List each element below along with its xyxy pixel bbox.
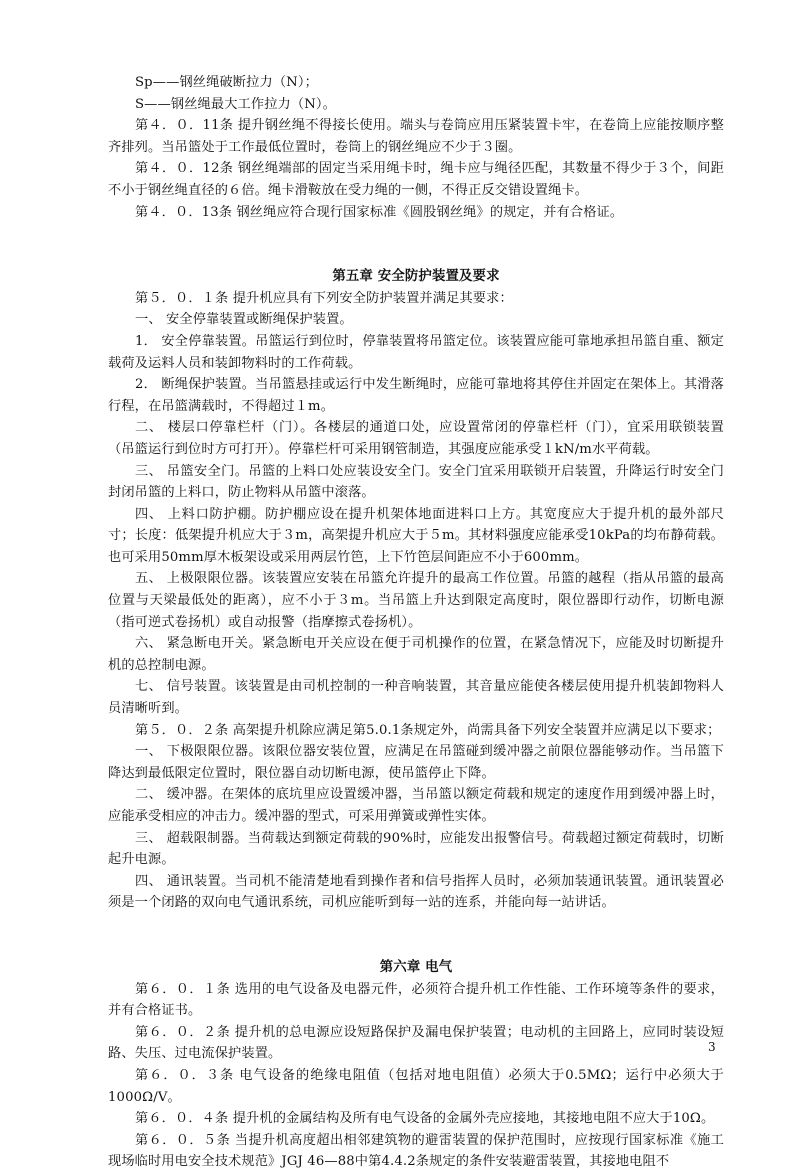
paragraph: S——钢丝绳最大工作拉力（N）。	[135, 96, 336, 112]
paragraph: 2． 断绳保护装置。当吊篮悬挂或运行中发生断绳时，应能可靠地将其停住并固定在架体上。其滑落行程，在吊篮满载时，不得超过１m。	[108, 377, 724, 414]
chapter-5-body	[108, 288, 724, 914]
section-4-tail	[108, 72, 724, 223]
paragraph: 第４．０．11条 提升钢丝绳不得接长使用。端头与卷筒应用压紧装置卡牢，在卷筒上应能按顺序整齐排列。当吊篮处于工作最低位置时，卷筒上的钢丝绳应不少于３圈。	[108, 118, 724, 155]
paragraph: 第４．０．12条 钢丝绳端部的固定当采用绳卡时，绳卡应与绳径匹配，其数量不得少于３个，间距不小于钢丝绳直径的６倍。绳卡滑鞍放在受力绳的一侧，不得正反交错设置绳卡。	[108, 161, 724, 198]
paragraph: 第６．０．１条 选用的电气设备及电器元件，必须符合提升机工作性能、工作环境等条件的要求，并有合格证书。	[108, 981, 724, 1019]
paragraph: 二、 缓冲器。在架体的底坑里应设置缓冲器，当吊篮以额定荷载和规定的速度作用到缓冲器上时，应能承受相应的冲击力。缓冲器的型式，可采用弹簧或弹性实体。	[108, 787, 724, 824]
paragraph: 一、 安全停靠装置或断绳保护装置。	[135, 312, 353, 328]
chapter-6-title: 第六章 电气	[379, 959, 453, 975]
spacer	[108, 914, 724, 957]
paragraph: 1． 安全停靠装置。吊篮运行到位时，停靠装置将吊篮定位。该装置应能可靠地承担吊篮自重、额定载荷及运料人员和装卸物料时的工作荷载。	[108, 333, 724, 371]
paragraph: 四、 上料口防护棚。防护棚应设在提升机架体地面进料口上方。其宽度应大于提升机的最外部尺寸；长度：低架提升机应大于３m，高架提升机应大于５m。其材料强度应能承受10kPa的均布静荷载。也可采用50mm厚木板架设或采用两层竹笆，上下竹笆层间距应不小于600mm。	[108, 506, 724, 565]
paragraph: 第５．０．２条 高架提升机除应满足第5.0.1条规定外，尚需具备下列安全装置并应满足以下要求；	[135, 722, 721, 738]
paragraph: 第５．０．１条 提升机应具有下列安全防护装置并满足其要求：	[135, 290, 513, 306]
paragraph: 第６．０．３条 电气设备的绝缘电阻值（包括对地电阻值）必须大于0.5MΩ；运行中必须大于1000Ω/V。	[108, 1067, 724, 1105]
paragraph: 一、 下极限限位器。该限位器安装位置，应满足在吊篮碰到缓冲器之前限位器能够动作。当吊篮下降达到最低限定位置时，限位器自动切断电源，使吊篮停止下降。	[108, 744, 724, 781]
paragraph: 第６．０．４条 提升机的金属结构及所有电气设备的金属外壳应接地，其接地电阻不应大于10Ω。	[135, 1111, 715, 1127]
chapter-6-body	[108, 979, 724, 1173]
paragraph: 七、 信号装置。该装置是由司机控制的一种音响装置，其音量应能使各楼层使用提升机装卸物料人员清晰听到。	[108, 679, 724, 717]
document-page	[108, 72, 724, 1173]
paragraph: 第６．０．２条 提升机的总电源应设短路保护及漏电保护装置；电动机的主回路上，应同时装设短路、失压、过电流保护装置。	[108, 1024, 724, 1062]
paragraph: 三、 吊篮安全门。吊篮的上料口处应装设安全门。安全门宜采用联锁开启装置，升降运行时安全门封闭吊篮的上料口，防止物料从吊篮中滚落。	[108, 463, 724, 501]
paragraph: 第６．０．５条 当提升机高度超出相邻建筑物的避雷装置的保护范围时，应按现行国家标准《施工现场临时用电安全技术规范》JGJ 46—88中第4.4.2条规定的条件安装避雷装置，其接地电阻不	[108, 1132, 724, 1170]
paragraph: 第４．０．13条 钢丝绳应符合现行国家标准《圆股钢丝绳》的规定，并有合格证。	[135, 204, 624, 220]
paragraph: Sp——钢丝绳破断拉力（N）；	[135, 75, 318, 90]
chapter-5-title: 第五章 安全防护装置及要求	[332, 269, 500, 285]
paragraph: 五、 上极限限位器。该装置应安装在吊篮允许提升的最高工作位置。吊篮的越程（指从吊篮的最高位置与天梁最低处的距离），应不小于３m。当吊篮上升达到限定高度时，限位器即行动作，切断电源（指可逆式卷扬机）或自动报警（指摩擦式卷扬机）。	[108, 571, 724, 630]
paragraph: 二、 楼层口停靠栏杆（门）。各楼层的通道口处，应设置常闭的停靠栏杆（门），宜采用联锁装置（吊篮运行到位时方可打开）。停靠栏杆可采用钢管制造，其强度应能承受１kN/m水平荷载。	[108, 420, 724, 457]
paragraph: 四、 通讯装置。当司机不能清楚地看到操作者和信号指挥人员时，必须加装通讯装置。通讯装置必须是一个闭路的双向电气通讯系统，司机应能听到每一站的连系，并能向每一站讲话。	[108, 873, 724, 911]
spacer	[108, 223, 724, 266]
paragraph: 三、 超载限制器。当荷载达到额定荷载的90%时，应能发出报警信号。荷载超过额定荷载时，切断起升电源。	[108, 830, 724, 868]
paragraph: 六、 紧急断电开关。紧急断电开关应设在便于司机操作的位置，在紧急情况下，应能及时切断提升机的总控制电源。	[108, 636, 724, 673]
page-number: 3	[708, 1040, 716, 1054]
